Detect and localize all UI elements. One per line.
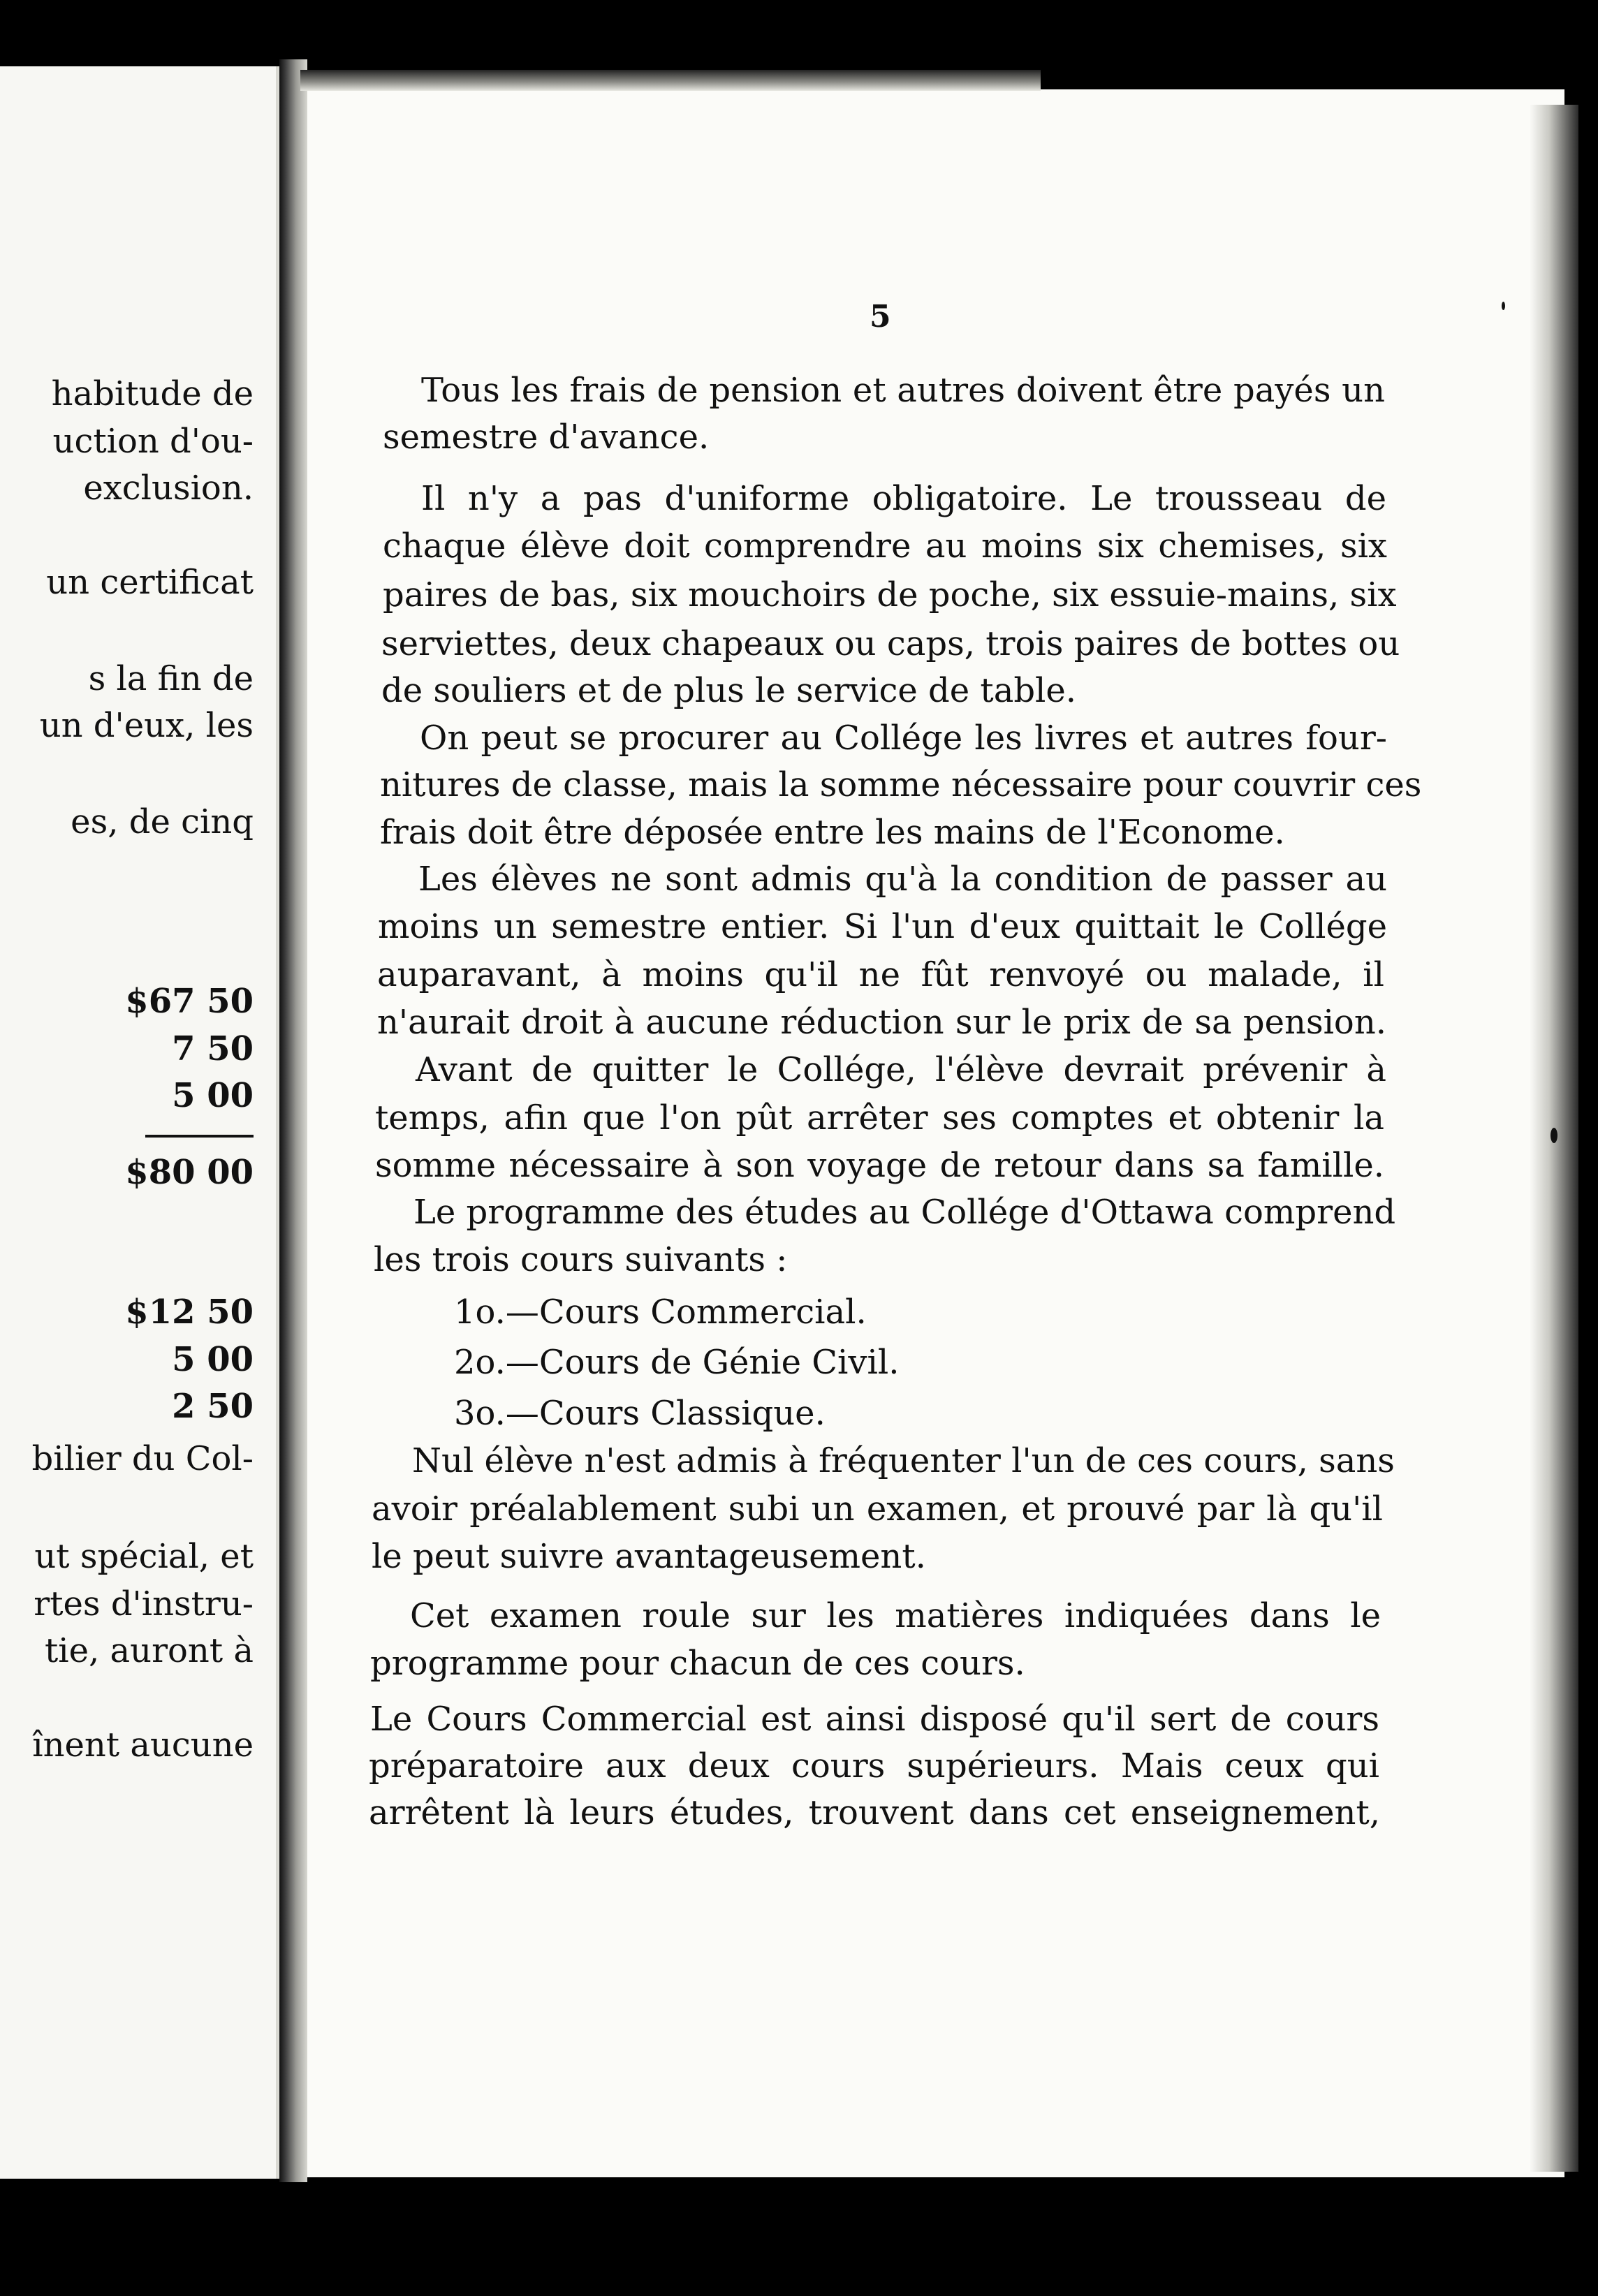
left-text-fragment: un d'eux, les: [39, 706, 254, 745]
left-text-fragment: tie, auront à: [44, 1631, 254, 1670]
left-text-fragment: rtes d'instru-: [34, 1584, 254, 1624]
text-line: semestre d'avance.: [383, 418, 710, 457]
scan-speck: [1502, 302, 1505, 310]
left-text-fragment: es, de cinq: [71, 802, 254, 841]
text-line: Les élèves ne sont admis qu'à la condition de passer au: [418, 860, 1387, 899]
text-line: Le Cours Commercial est ainsi disposé qu'il sert de cours: [370, 1700, 1379, 1739]
scan-speck: [1551, 1128, 1557, 1143]
left-text-fragment: înent aucune: [32, 1725, 254, 1765]
left-text-fragment: uction d'ou-: [52, 422, 254, 461]
text-line: nitures de classe, mais la somme nécessaire pour couvrir ces: [380, 765, 1422, 804]
course-list-item: 2o.—Cours de Génie Civil.: [454, 1343, 900, 1382]
total-rule: [145, 1135, 254, 1138]
text-line: de souliers et de plus le service de table.: [381, 671, 1077, 710]
left-text-fragment: habitude de: [51, 374, 254, 413]
text-line: programme pour chacun de ces cours.: [370, 1644, 1025, 1683]
page-number: 5: [870, 299, 891, 334]
left-text-fragment: ut spécial, et: [34, 1537, 254, 1576]
fee-total: $80 00: [125, 1153, 254, 1192]
fee-amount: $67 50: [125, 982, 254, 1021]
text-line: n'aurait droit à aucune réduction sur le prix de sa pension.: [377, 1003, 1386, 1042]
text-line: somme nécessaire à son voyage de retour dans sa famille.: [375, 1146, 1384, 1185]
text-line: Il n'y a pas d'uniforme obligatoire. Le trousseau de: [421, 479, 1386, 518]
book-gutter: [279, 59, 307, 2182]
fee-amount: 5 00: [172, 1076, 254, 1115]
left-text-fragment: s la fin de: [88, 659, 254, 698]
left-text-fragment: exclusion.: [83, 469, 254, 508]
text-line: serviettes, deux chapeaux ou caps, trois paires de bottes ou: [381, 624, 1400, 663]
text-line: Nul élève n'est admis à fréquenter l'un de ces cours, sans: [412, 1441, 1395, 1480]
text-line: avoir préalablement subi un examen, et prouvé par là qu'il: [372, 1489, 1383, 1529]
course-list-item: 3o.—Cours Classique.: [454, 1394, 826, 1433]
text-line: le peut suivre avantageusement.: [372, 1537, 926, 1576]
text-line: paires de bas, six mouchoirs de poche, six essuie-mains, six: [383, 575, 1397, 615]
text-line: temps, afin que l'on pût arrêter ses comptes et obtenir la: [375, 1098, 1384, 1138]
text-line: Cet examen roule sur les matières indiquées dans le: [410, 1596, 1381, 1635]
course-list-item: 1o.—Cours Commercial.: [454, 1293, 867, 1332]
fee-amount: 5 00: [172, 1340, 254, 1379]
text-line: Le programme des études au Collége d'Ottawa comprend: [413, 1193, 1396, 1232]
text-line: préparatoire aux deux cours supérieurs. Mais ceux qui: [369, 1746, 1379, 1786]
fee-amount: $12 50: [125, 1293, 254, 1332]
text-line: On peut se procurer au Collége les livres et autres four-: [420, 719, 1387, 758]
text-line: moins un semestre entier. Si l'un d'eux quittait le Collége: [378, 907, 1387, 946]
text-line: arrêtent là leurs études, trouvent dans cet enseignement,: [369, 1793, 1380, 1832]
fee-amount: 2 50: [172, 1387, 254, 1426]
text-line: les trois cours suivants :: [374, 1240, 788, 1279]
fee-amount: 7 50: [172, 1029, 254, 1068]
text-line: chaque élève doit comprendre au moins six chemises, six: [383, 527, 1387, 566]
page-top-edge: [300, 70, 1041, 91]
text-line: Avant de quitter le Collége, l'élève devrait prévenir à: [416, 1050, 1386, 1089]
text-line: Tous les frais de pension et autres doivent être payés un: [421, 371, 1385, 410]
text-line: frais doit être déposée entre les mains de l'Econome.: [380, 813, 1285, 852]
left-text-fragment: bilier du Col-: [31, 1439, 254, 1478]
left-page-fragment: [0, 66, 280, 2179]
left-text-fragment: un certificat: [46, 563, 254, 602]
text-line: auparavant, à moins qu'il ne fût renvoyé ou malade, il: [377, 955, 1384, 994]
